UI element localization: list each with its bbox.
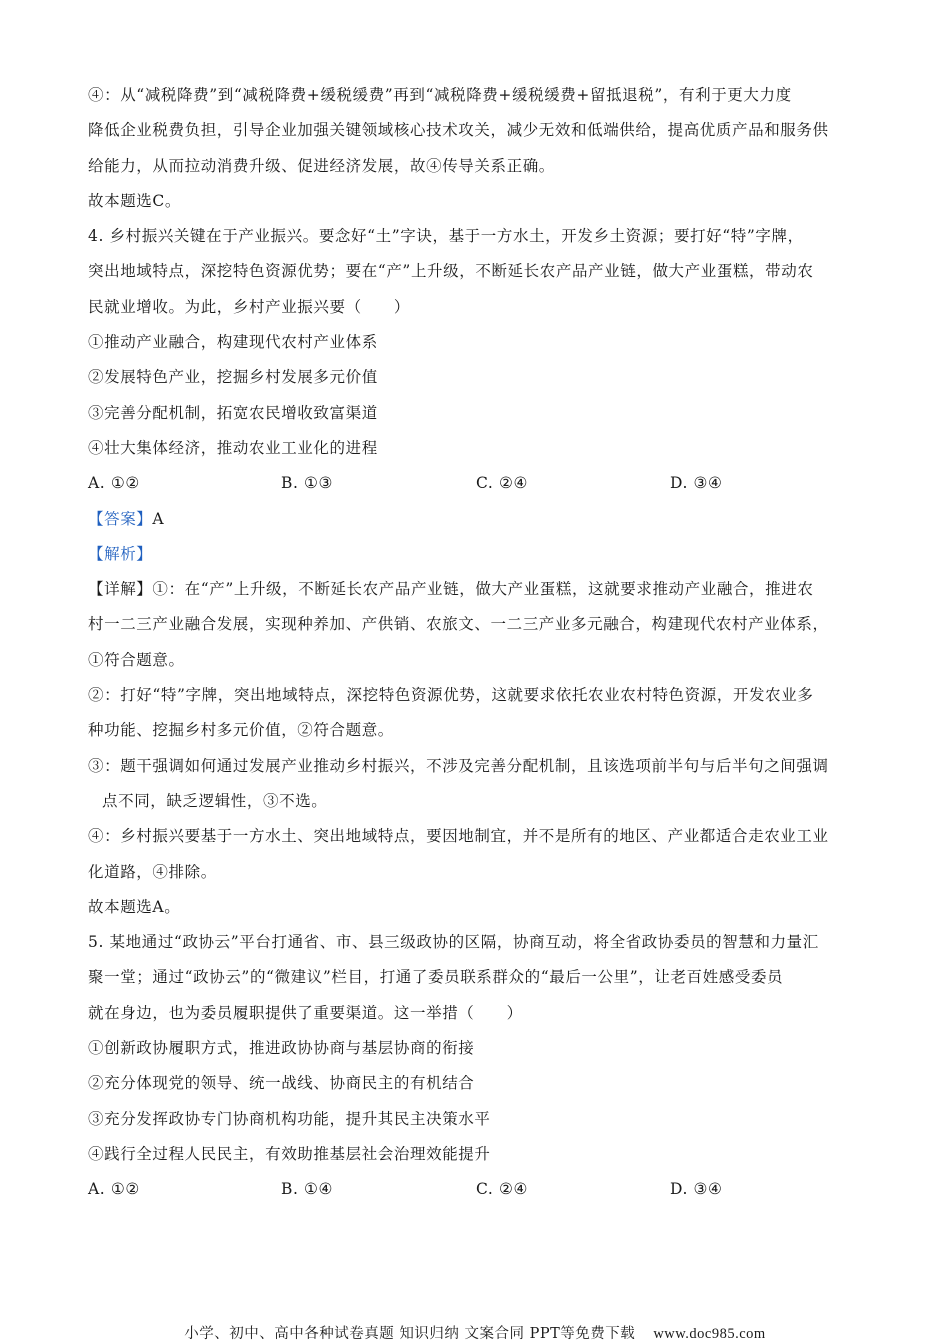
statement-item: ①推动产业融合，构建现代农村产业体系 (88, 333, 378, 352)
conclusion-line: 故本题选A。 (88, 897, 181, 916)
analysis-line (88, 537, 863, 572)
explanation-line: ②：打好“特”字牌，突出地域特点，深挖特色资源优势，这就要求依托农业农村特色资源，开发农业多 (88, 686, 814, 705)
question-5-options (88, 1172, 863, 1207)
statement-item: ③完善分配机制，拓宽农民增收致富渠道 (88, 403, 378, 422)
explanation-line: ④：乡村振兴要基于一方水土、突出地域特点，要因地制宜，并不是所有的地区、产业都适合走农业工业 (88, 827, 829, 846)
document-page (88, 78, 863, 1208)
statement-item: ②充分体现党的领导、统一战线、协商民主的有机结合 (88, 1074, 475, 1093)
analysis-tag: 【解析】 (88, 544, 153, 563)
answer-tag: 【答案】 (88, 509, 153, 528)
answer-line (88, 502, 863, 537)
question-5-stem: 就在身边，也为委员履职提供了重要渠道。这一举措（ ） (88, 1003, 523, 1022)
text-line: 给能力，从而拉动消费升级、促进经济发展，故④传导关系正确。 (88, 156, 555, 175)
question-4-options (88, 466, 863, 501)
statement-item: ④壮大集体经济，推动农业工业化的进程 (88, 438, 378, 457)
page-footer (0, 1322, 950, 1343)
statement-item: ①创新政协履职方式，推进政协协商与基层协商的衔接 (88, 1039, 475, 1058)
conclusion-line: 故本题选C。 (88, 191, 181, 210)
text-line: 降低企业税费负担，引导企业加强关键领域核心技术攻关，减少无效和低端供给，提高优质产品和服务供 (88, 121, 829, 140)
question-4-stem: 民就业增收。为此，乡村产业振兴要（ ） (88, 297, 411, 316)
explanation-line: ①符合题意。 (88, 650, 185, 669)
explanation-line: 种功能、挖掘乡村多元价值，②符合题意。 (88, 721, 394, 740)
option-c: C. ②④ (476, 1180, 528, 1199)
statement-item: ④践行全过程人民民主，有效助推基层社会治理效能提升 (88, 1144, 491, 1163)
question-4-stem: 4. 乡村振兴关键在于产业振兴。要念好“土”字诀，基于一方水土，开发乡土资源；要打好“特”字牌， (88, 227, 804, 246)
option-a: A. ①② (88, 1180, 140, 1199)
explanation-line: 村一二三产业融合发展，实现种养加、产供销、农旅文、一二三产业多元融合，构建现代农村产业体系， (88, 615, 829, 634)
explanation-line: ③：题干强调如何通过发展产业推动乡村振兴，不涉及完善分配机制，且该选项前半句与后半句之间强调 (88, 756, 829, 775)
option-b: B. ①④ (281, 1180, 334, 1199)
explanation-line: 化道路，④排除。 (88, 862, 217, 881)
footer-link[interactable]: www.doc985.com (653, 1326, 766, 1342)
footer-text: 小学、初中、高中各种试卷真题 知识归纳 文案合同 PPT等免费下载 (184, 1326, 636, 1342)
statement-item: ③充分发挥政协专门协商机构功能，提升其民主决策水平 (88, 1109, 491, 1128)
option-c: C. ②④ (476, 474, 528, 493)
explanation-line: 点不同，缺乏逻辑性，③不选。 (102, 791, 328, 810)
option-d: D. ③④ (670, 1180, 723, 1199)
option-d: D. ③④ (670, 474, 723, 493)
question-4-stem: 突出地域特点，深挖特色资源优势；要在“产”上升级，不断延长农产品产业链，做大产业蛋糕，带动农 (88, 262, 814, 281)
text-line: ④：从“减税降费”到“减税降费+缓税缓费”再到“减税降费+缓税缓费+留抵退税”，有利于更大力度 (88, 86, 792, 104)
statement-item: ②发展特色产业，挖掘乡村发展多元价值 (88, 368, 378, 387)
option-a: A. ①② (88, 474, 140, 493)
explanation-line: 【详解】①：在“产”上升级，不断延长农产品产业链，做大产业蛋糕，这就要求推动产业融合，推进农 (88, 580, 814, 599)
question-5-stem: 聚一堂；通过“政协云”的“微建议”栏目，打通了委员联系群众的“最后一公里”，让老百姓感受委员 (88, 968, 784, 987)
question-5-stem: 5. 某地通过“政协云”平台打通省、市、县三级政协的区隔，协商互动，将全省政协委员的智慧和力量汇 (88, 933, 819, 952)
option-b: B. ①③ (281, 474, 334, 493)
answer-value: A (152, 509, 165, 528)
